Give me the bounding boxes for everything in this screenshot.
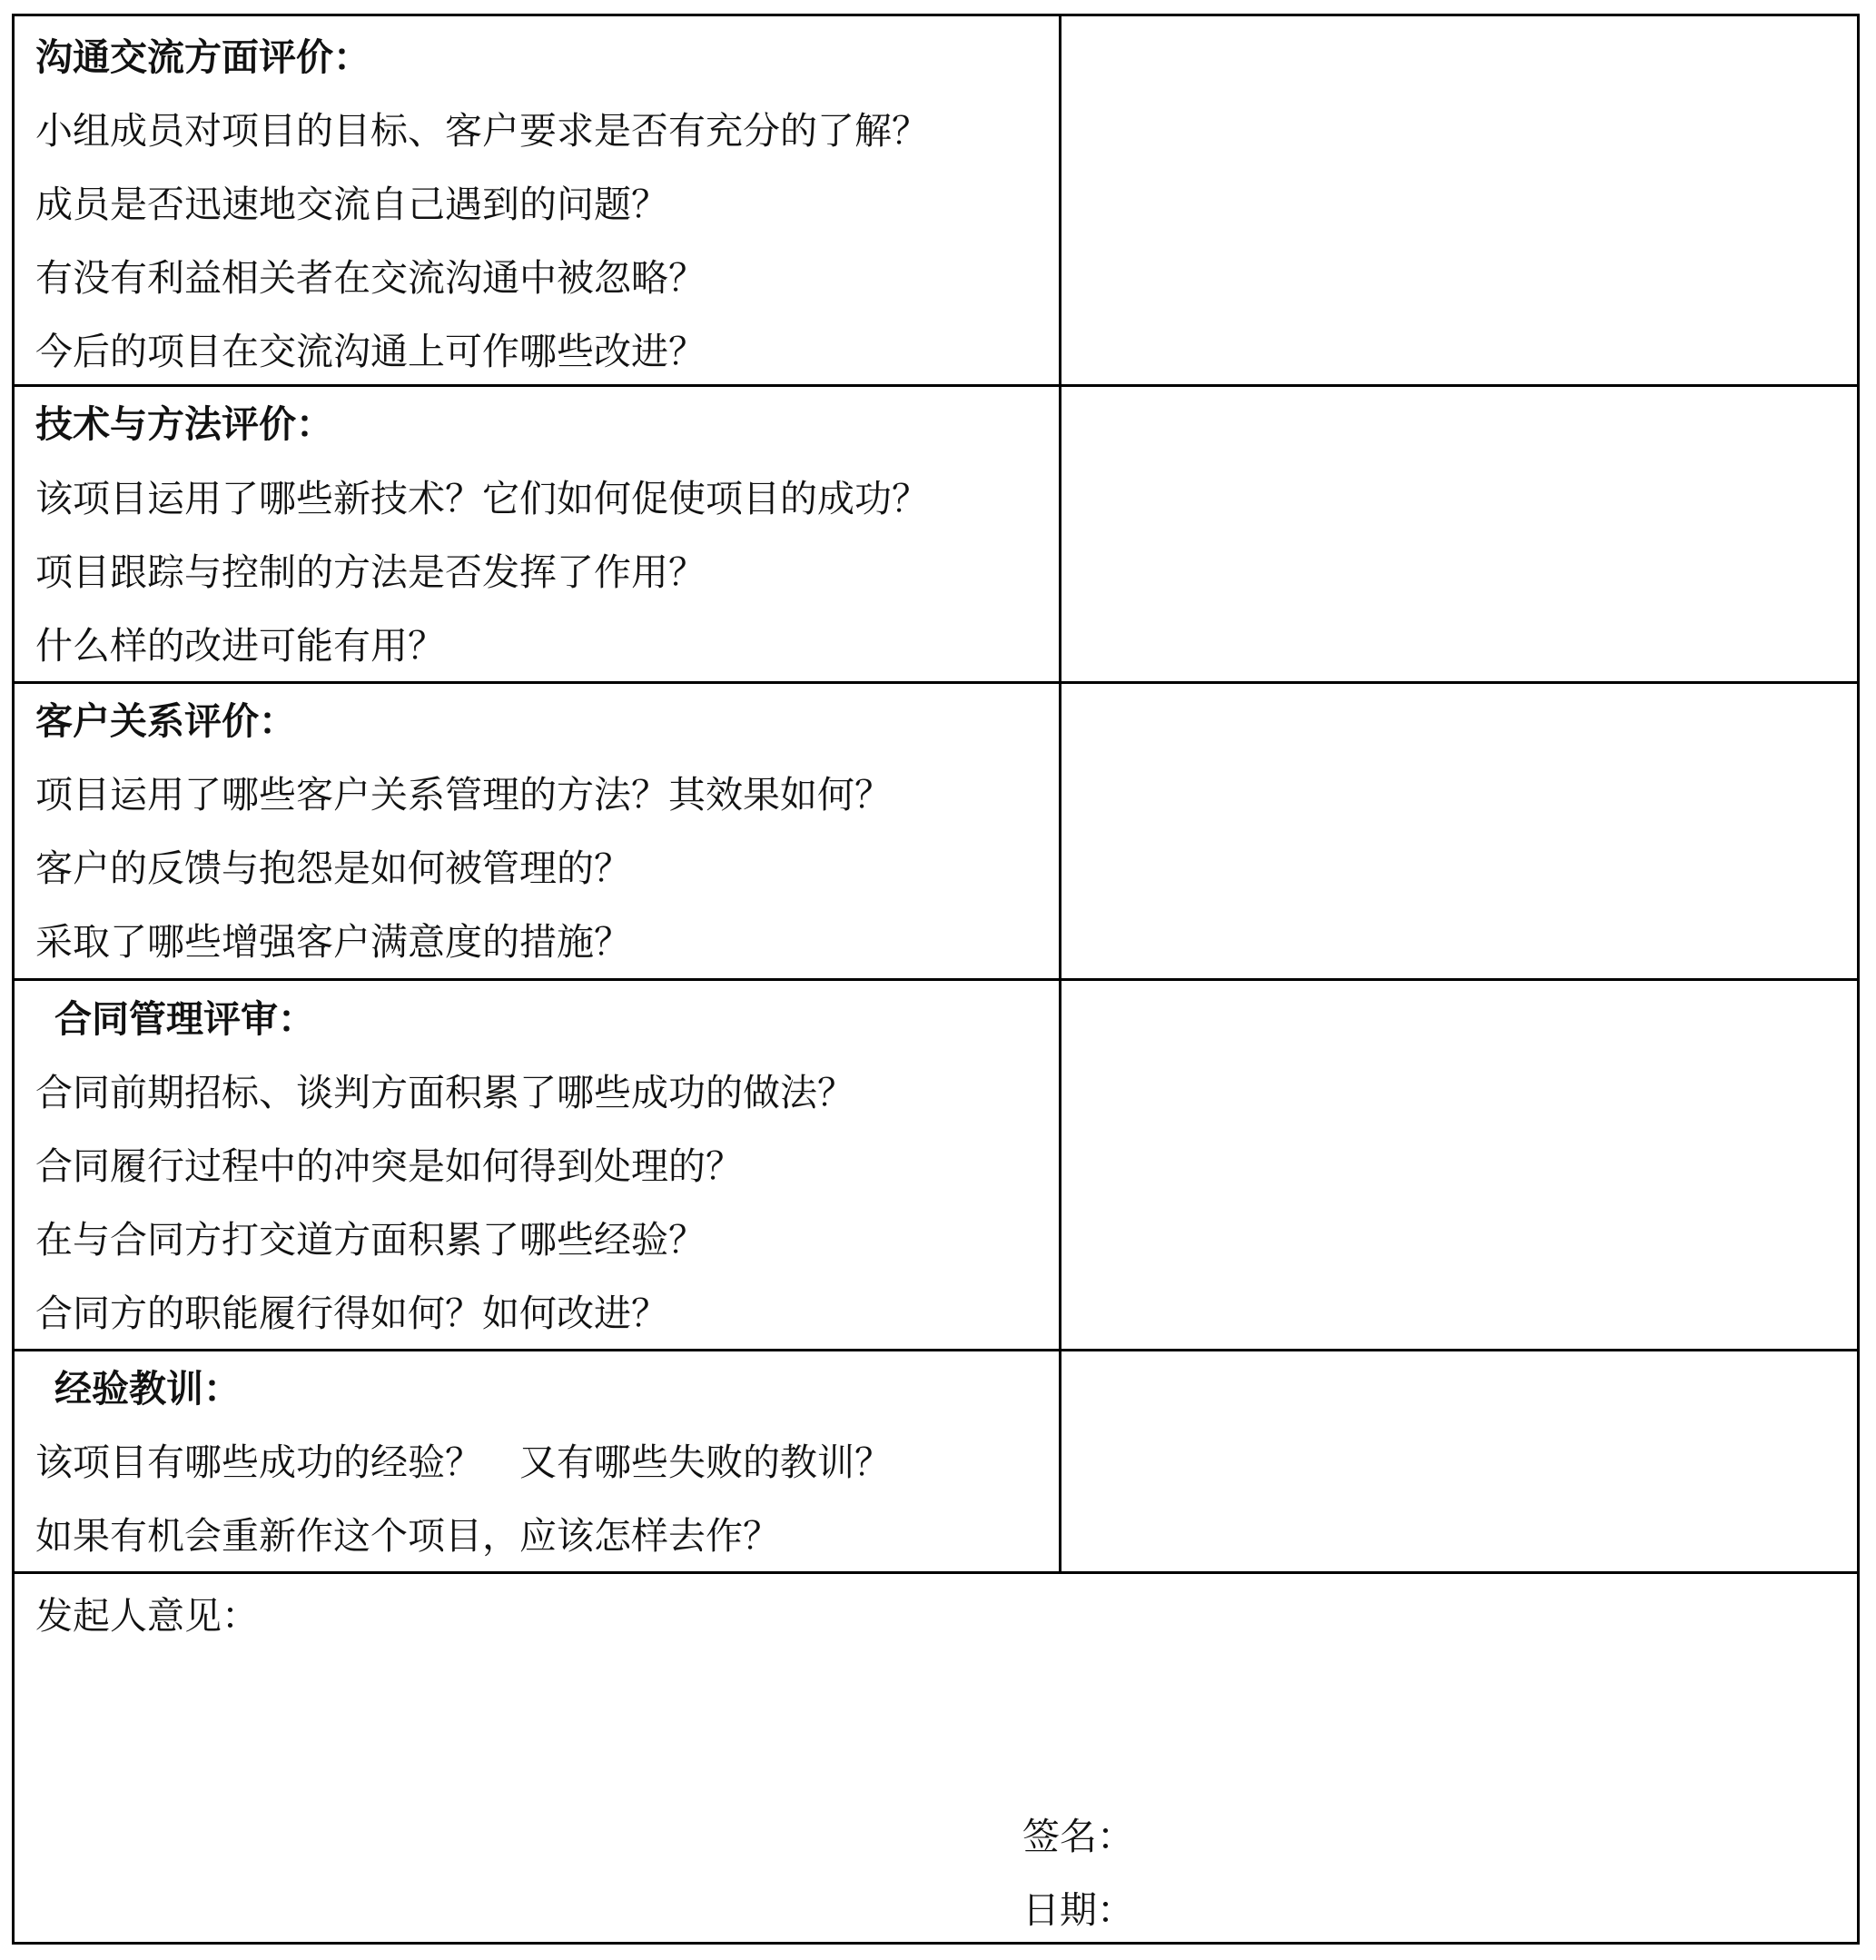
question-item: 项目跟踪与控制的方法是否发挥了作用？ (35, 550, 706, 594)
question-item: 在与合同方打交道方面积累了哪些经验？ (35, 1218, 706, 1262)
question-item: 客户的反馈与抱怨是如何被管理的？ (35, 846, 631, 890)
section-heading: 技术与方法评价： (35, 402, 333, 446)
date-label: 日期： (1022, 1888, 1134, 1932)
answer-cell[interactable] (1061, 1351, 1857, 1571)
answer-cell[interactable] (1061, 981, 1857, 1349)
question-item: 该项目有哪些成功的经验？ 又有哪些失败的教训？ (35, 1440, 892, 1484)
question-item: 成员是否迅速地交流自己遇到的问题？ (35, 183, 668, 226)
answer-cell[interactable] (1061, 387, 1857, 681)
section-heading: 沟通交流方面评价： (35, 35, 370, 79)
section-contract-management (15, 981, 1857, 1351)
question-item: 小组成员对项目的目标、客户要求是否有充分的了解？ (35, 109, 929, 153)
section-questions-cell (15, 981, 1059, 1349)
section-technology (15, 387, 1857, 684)
section-questions-cell (15, 1351, 1059, 1571)
question-item: 什么样的改进可能有用？ (35, 624, 445, 668)
question-item: 项目运用了哪些客户关系管理的方法？其效果如何？ (35, 773, 892, 817)
section-heading: 合同管理评审： (54, 997, 315, 1041)
answer-cell[interactable] (1061, 16, 1857, 384)
section-questions-cell (15, 684, 1059, 978)
question-item: 有没有利益相关者在交流沟通中被忽略？ (35, 256, 706, 300)
section-communication (15, 16, 1857, 387)
question-item: 合同履行过程中的冲突是如何得到处理的？ (35, 1144, 743, 1188)
question-item: 如果有机会重新作这个项目，应该怎样去作？ (35, 1514, 780, 1558)
section-lessons-learned (15, 1351, 1857, 1574)
answer-cell[interactable] (1061, 684, 1857, 978)
question-item: 合同前期招标、谈判方面积累了哪些成功的做法？ (35, 1071, 854, 1114)
question-item: 今后的项目在交流沟通上可作哪些改进？ (35, 330, 706, 373)
sponsor-opinion-section[interactable] (15, 1574, 1857, 1942)
question-item: 该项目运用了哪些新技术？它们如何促使项目的成功？ (35, 477, 929, 520)
section-questions-cell (15, 387, 1059, 681)
sponsor-opinion-label: 发起人意见： (35, 1594, 259, 1638)
question-item: 采取了哪些增强客户满意度的措施？ (35, 920, 631, 964)
section-heading: 经验教训： (54, 1367, 241, 1411)
section-customer-relations (15, 684, 1857, 981)
signature-label: 签名： (1022, 1815, 1134, 1858)
section-heading: 客户关系评价： (35, 699, 296, 743)
section-questions-cell (15, 16, 1059, 384)
question-item: 合同方的职能履行得如何？如何改进？ (35, 1292, 668, 1335)
review-form-table (12, 14, 1860, 1945)
